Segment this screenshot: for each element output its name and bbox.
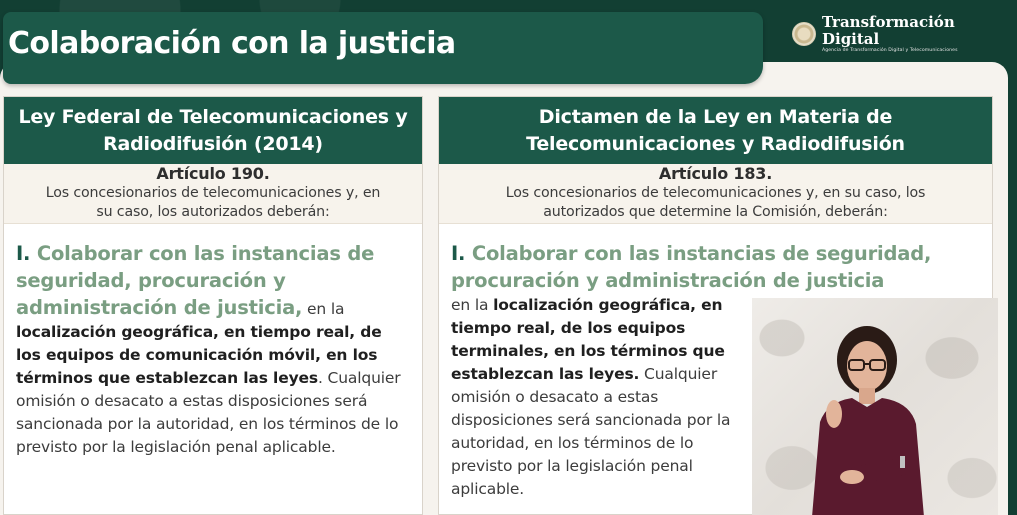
right-article-body: Los concesionarios de telecomunicaciones y, en su caso, los autorizados que determine la Comisión, deberán: [505, 185, 926, 220]
right-section-number: I. [451, 242, 466, 265]
brand-title: Transformación Digital [821, 13, 955, 48]
right-section-heading [451, 240, 980, 294]
right-body-plain-2: Cualquier omisión o desacato a estas disposiciones será sancionada por la autoridad, en los términos de lo previsto por la legislación penal aplicable. [451, 365, 731, 498]
brand-text [822, 14, 1017, 54]
left-article-title: Artículo 190. [156, 164, 270, 183]
slide-title: Colaboración con la justicia [8, 26, 456, 61]
left-article-box [4, 164, 422, 224]
left-body-plain-1: en la [302, 300, 345, 318]
interpreter-figure [792, 312, 942, 515]
left-body-bold: localización geográfica, en tiempo real, de los equipos de comunicación móvil, en los términos que establezcan las leyes [16, 323, 382, 387]
seal-icon [792, 22, 816, 46]
right-article-title: Artículo 183. [658, 164, 773, 183]
right-section-body [451, 294, 751, 501]
right-article-box [439, 164, 992, 224]
left-column [3, 96, 423, 515]
right-column-heading: Dictamen de la Ley en Materia de Telecomunicaciones y Radiodifusión [439, 97, 992, 164]
left-column-heading: Ley Federal de Telecomunicaciones y Radiodifusión (2014) [4, 97, 422, 164]
left-section [4, 224, 422, 459]
right-section-heading-text: Colaborar con las instancias de seguridad, procuración y administración de justicia [451, 242, 932, 292]
brand-subtitle: Agencia de Transformación Digital y Telecomunicaciones [821, 48, 958, 53]
right-body-bold: localización geográfica, en tiempo real, de los equipos terminales, en los términos que establezcan las leyes. [451, 296, 725, 383]
left-section-number: I. [16, 242, 31, 265]
left-section-heading [16, 240, 410, 321]
left-section-body [16, 321, 410, 459]
brand-logo [792, 14, 1017, 54]
left-section-heading-text: Colaborar con las instancias de seguridad, procuración y administración de justicia, [16, 242, 375, 319]
left-article-body: Los concesionarios de telecomunicaciones y, en su caso, los autorizados deberán: [45, 185, 381, 220]
left-body-plain-2: . Cualquier omisión o desacato a estas disposiciones será sancionada por la autoridad, en los términos de lo previsto por la legislación penal aplicable. [16, 369, 401, 456]
sign-language-interpreter-inset [752, 298, 998, 515]
right-body-plain-1: en la [451, 296, 494, 314]
